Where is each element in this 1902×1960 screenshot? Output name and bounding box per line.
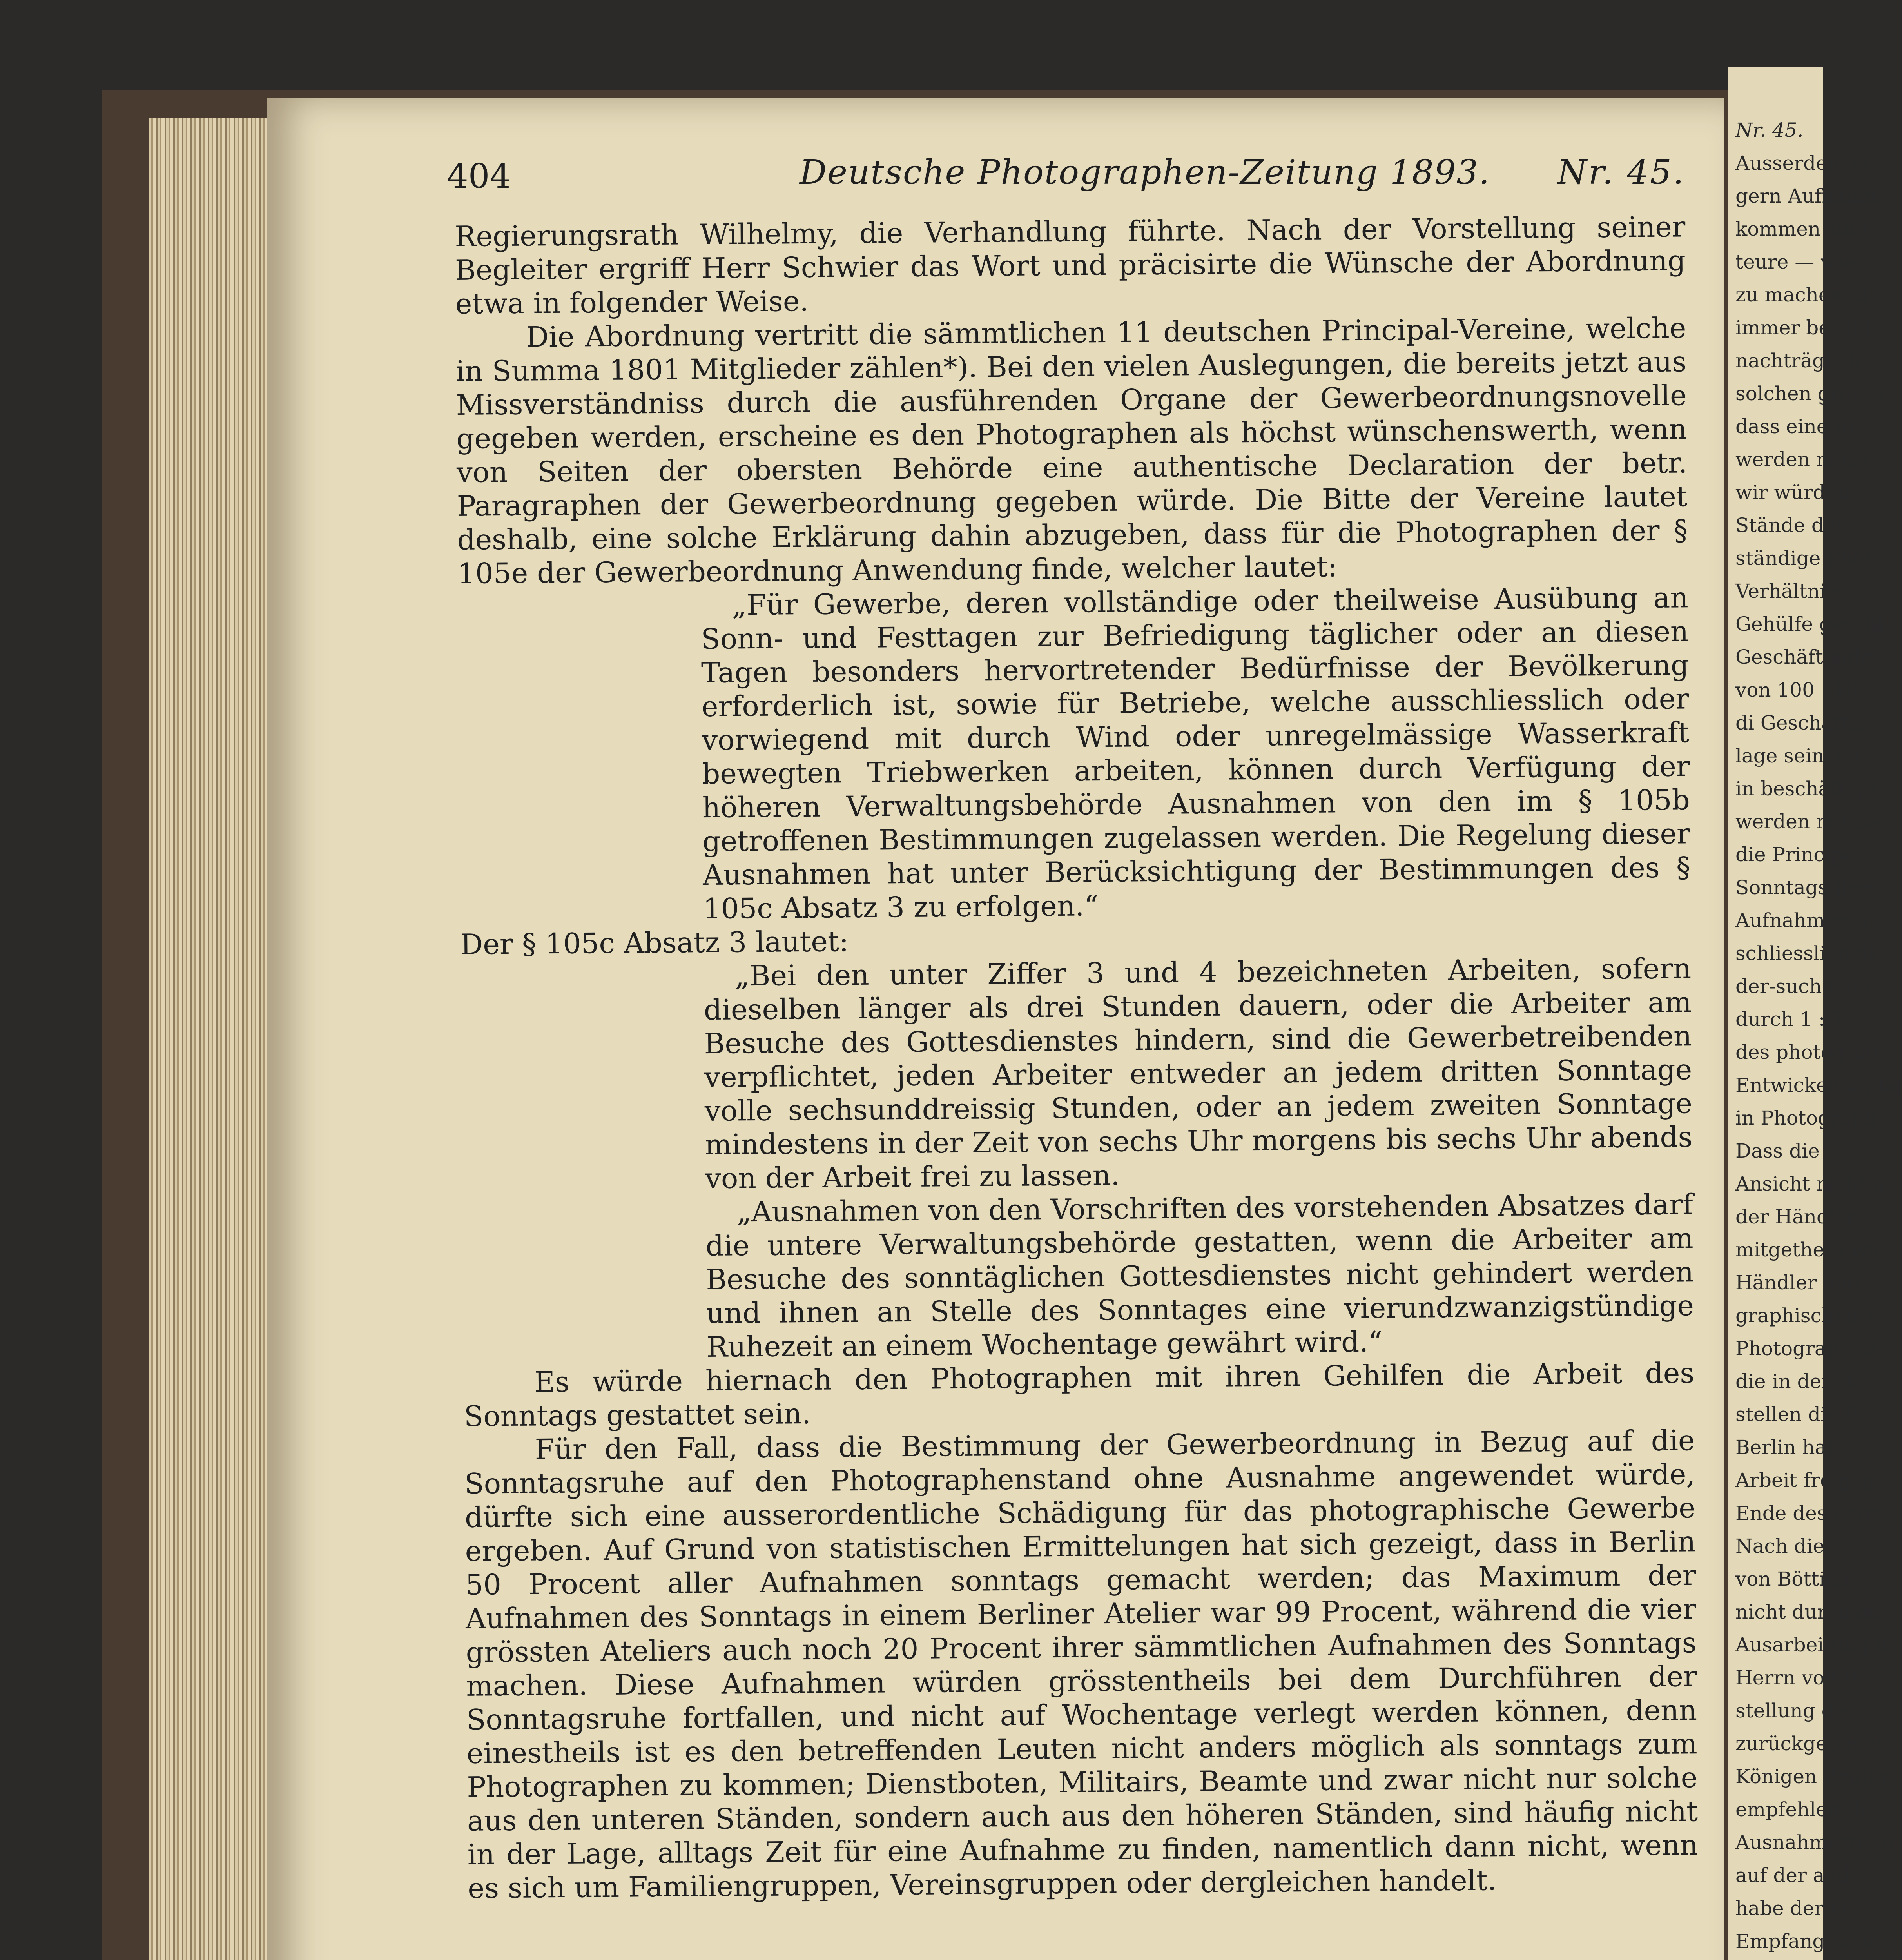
adjacent-page-line: Ausarbeitung d: [1735, 1633, 1888, 1656]
adjacent-page-line: Stände der: [1735, 514, 1845, 537]
adjacent-page-line: zu machen, d: [1735, 283, 1868, 306]
paragraph: Der § 105c Absatz 3 lautet:: [460, 925, 849, 961]
paragraph: „Für Gewerbe, deren vollständige oder theilweise Ausübung an Sonn- und Festtagen zur Befriedigung täglicher oder an diesen Tagen besonders hervortretender Bedürfnisse der Bevölkerung erforderlich ist, sowie für Betriebe, welche ausschliesslich oder vorwiegend mit durch Wind oder unregelmässige Wasserkraft bewegten Triebwerken arbeiten, können durch Verfügung der höheren Verwaltungsbehörde Ausnahmen von den im § 105b getroffenen Bestimmungen zugelassen werden. Die Regelung dieser Ausnahmen hat unter Berücksichtigung der Bestimmungen des § 105c Absatz 3 zu erfolgen.“: [701, 581, 1691, 926]
adjacent-page-line: von 100 : 10: [1735, 679, 1859, 701]
adjacent-page-text: [1735, 114, 1902, 1960]
adjacent-page-line: stellen die Ph: [1735, 1403, 1871, 1426]
journal-title: Deutsche Photographen-Zeitung 1893.: [800, 153, 1490, 192]
adjacent-page-line: schliesslich di: [1735, 942, 1875, 965]
adjacent-page-line: der-suchende: [1735, 975, 1870, 998]
adjacent-page-line: Dass die: [1735, 1140, 1820, 1162]
adjacent-page-line: Entwickelung be: [1735, 1074, 1902, 1096]
adjacent-page-line: Händler und: [1735, 1271, 1861, 1294]
adjacent-page-line: immer bezahl: [1735, 316, 1871, 339]
adjacent-page-line: Ausnahmestellu: [1735, 1831, 1894, 1854]
adjacent-page-line: Empfangen, w: [1735, 1930, 1878, 1953]
adjacent-page-line: habe der H: [1735, 1897, 1847, 1920]
adjacent-page-line: werden müsse: [1735, 810, 1879, 833]
adjacent-page-line: Photographen: [1735, 1337, 1876, 1360]
adjacent-page-line: Ende des ganz: [1735, 1502, 1880, 1524]
adjacent-page-line: werden muss: [1735, 448, 1868, 471]
adjacent-page-line: der Händler: [1735, 1205, 1857, 1228]
adjacent-page-line: Herrn von B: [1735, 1666, 1858, 1689]
adjacent-page-line: ständige Phot: [1735, 547, 1873, 570]
adjacent-page-line: in Photograph: [1735, 1107, 1877, 1129]
adjacent-page-line: stellung des: [1735, 1699, 1856, 1722]
adjacent-page-line: nicht durch de: [1735, 1601, 1881, 1623]
running-header: [447, 153, 1685, 212]
adjacent-page-line: Ausserdem w: [1735, 152, 1869, 174]
adjacent-page-line: Arbeit freigege: [1735, 1469, 1886, 1492]
paragraph: „Bei den unter Ziffer 3 und 4 bezeichneten Arbeiten, sofern dieselben länger als drei Stunden dauern, oder die Arbeiter am Besuche des Gottesdienstes hindern, sind die Gewerbetreibenden verpflichtet, jeden Arbeiter entweder an jedem dritten Sonntage volle sechsunddreissig Stunden, oder an jedem zweiten Sonntage mindestens in der Zeit von sechs Uhr morgens bis sechs Uhr abends von der Arbeit frei zu lassen.: [704, 952, 1693, 1195]
adjacent-page-line: Verhältniss, e: [1735, 580, 1870, 603]
adjacent-page-line: lage sein, wi: [1735, 744, 1860, 767]
adjacent-page-line: des photograp: [1735, 1041, 1879, 1063]
adjacent-page-line: wir würden: [1735, 481, 1850, 504]
adjacent-page-line: Gehülfe geschl: [1735, 613, 1884, 635]
adjacent-page-line: graphischen V: [1735, 1304, 1879, 1327]
adjacent-page-line: die Principa: [1735, 843, 1855, 866]
article-body: [455, 210, 1699, 1905]
page-edges: [149, 118, 267, 1960]
adjacent-page-line: mitgetheilt wu: [1735, 1238, 1880, 1261]
adjacent-page-line: in beschäftige: [1735, 777, 1876, 800]
adjacent-page-line: Königen Regier: [1735, 1765, 1889, 1788]
adjacent-page-line: kommen sind,: [1735, 218, 1875, 240]
paragraph: Es würde hiernach den Photographen mit ihren Gehilfen die Arbeit des Sonntags gestattet sein.: [464, 1356, 1695, 1433]
adjacent-page-line: Nach dies: [1735, 1535, 1835, 1557]
adjacent-page-line: Berlin hat sic: [1735, 1436, 1868, 1459]
adjacent-page-line: gern Aufnahm: [1735, 185, 1878, 207]
adjacent-page: [1728, 67, 1902, 1960]
paragraph: „Ausnahmen von den Vorschriften des vorstehenden Absatzes darf die untere Verwaltungsbehörde gestatten, wenn die Arbeiter am Besuche des sonntäglichen Gottesdienstes nicht gehindert werden und ihnen an Stelle des Sonntages eine vierundzwanzigstündige Ruhezeit an einem Wochentage gewährt wird.“: [705, 1188, 1694, 1364]
paragraph: Für den Fall, dass die Bestimmung der Gewerbeordnung in Bezug auf die Sonntagsruhe auf den Photographenstand ohne Ausnahme angewendet würde, dürfte sich eine ausserordentliche Schädigung für das photographische Gewerbe ergeben. Auf Grund von statistischen Ermittelungen hat sich gezeigt, dass in Berlin 50 Procent aller Aufnahmen sonntags gemacht werden; das Maximum der Aufnahmen des Sonntags in einem Berliner Atelier war 99 Procent, während die vier grössten Ateliers auch noch 20 Procent ihrer sämmtlichen Aufnahmen des Sonntags machen. Diese Aufnahmen würden grösstentheils bei dem Durchführen der Sonntagsruhe fortfallen, und nicht auf Wochentage verlegt werden können, denn einestheils ist es den betreffenden Leuten nicht anders möglich als sonntags zum Photographen zu kommen; Dienstboten, Militairs, Beamte und zwar nicht nur solche aus den unteren Ständen, sondern auch aus den höheren Ständen, sind häufig nicht in der Lage, alltags Zeit für eine Aufnahme zu finden, namentlich dann nicht, wenn es sich um Familiengruppen, Vereinsgruppen oder dergleichen handelt.: [464, 1424, 1698, 1905]
adjacent-page-line: von Böttich: [1735, 1568, 1849, 1590]
adjacent-page-line: dass eine Anz: [1735, 415, 1871, 438]
adjacent-page-line: Aufnahmen a: [1735, 909, 1867, 932]
page-number: 404: [447, 157, 511, 196]
issue-number: Nr. 45.: [1557, 153, 1685, 192]
adjacent-page-line: [1735, 1958, 1826, 1960]
adjacent-page-line: Ansicht nicht a: [1735, 1172, 1885, 1195]
adjacent-page-line: teure — wie: [1735, 250, 1855, 273]
paragraph: Regierungsrath Wilhelmy, die Verhandlung führte. Nach der Vorstellung seiner Begleiter ergriff Herr Schwier das Wort und präcisirte die Wünsche der Abordnung etwa in folgender Weise.: [455, 210, 1686, 320]
adjacent-page-line: durch 1 : 7: [1735, 1008, 1844, 1031]
adjacent-page-line: zurückgeben u: [1735, 1732, 1883, 1755]
adjacent-page-line: di Geschäftsi: [1735, 711, 1865, 734]
adjacent-page-line: die in der st: [1735, 1370, 1855, 1393]
paragraph: Die Abordnung vertritt die sämmtlichen 11 deutschen Principal-Vereine, welche in Summa 1801 Mitglieder zählen*). Bei den vielen Auslegungen, die bereits jetzt aus Missverständniss durch die ausführenden Organe der Gewerbeordnungsnovelle gegeben werden, erscheine es den Photographen als höchst wünschenswerth, wenn von Seiten der obersten Behörde eine authentische Declaration der betr. Paragraphen der Gewerbeordnung gegeben würde. Die Bitte der Vereine lautet deshalb, eine solche Erklärung dahin abzugeben, dass für die Photographen der § 105e der Gewerbeordnung Anwendung finde, welcher lautet:: [455, 311, 1688, 590]
adjacent-page-line: Sonntags ihre: [1735, 876, 1874, 899]
adjacent-page-line: solchen grosse: [1735, 382, 1883, 405]
adjacent-page-line: empfehlen. Je: [1735, 1798, 1872, 1821]
adjacent-page-header: Nr. 45.: [1735, 119, 1804, 142]
adjacent-page-line: nachträglich: [1735, 349, 1861, 372]
adjacent-page-line: Geschäft aufg: [1735, 646, 1874, 668]
adjacent-page-line: auf der and: [1735, 1864, 1850, 1887]
